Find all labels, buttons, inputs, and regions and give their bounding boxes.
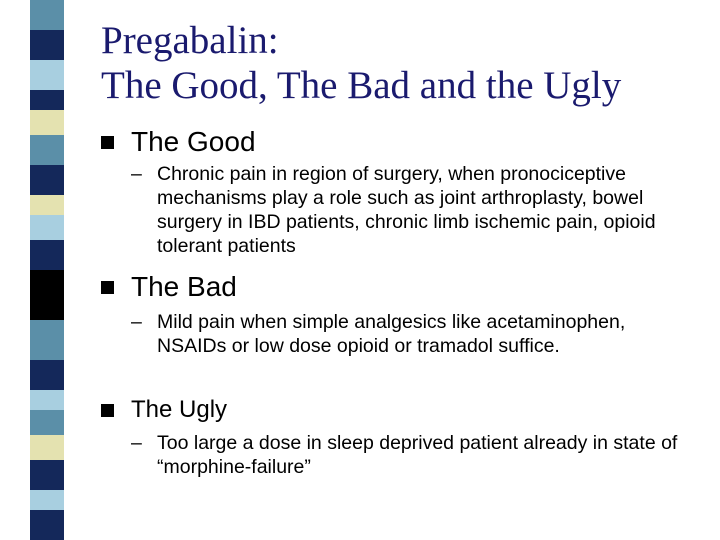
stripe-block <box>30 435 64 460</box>
stripe-block <box>30 165 64 195</box>
stripe-block <box>30 90 64 110</box>
stripe-block <box>30 510 64 540</box>
dash-bullet: – <box>131 432 142 454</box>
sub-bullet-text: Mild pain when simple analgesics like acetaminophen, NSAIDs or low dose opioid or tramadol suffice. <box>157 311 626 357</box>
bullet-good <box>101 126 661 158</box>
decorative-stripe <box>0 0 64 540</box>
square-bullet-icon <box>101 136 114 149</box>
dash-bullet: – <box>131 311 142 333</box>
dash-bullet: – <box>131 163 142 185</box>
stripe-block <box>30 490 64 510</box>
stripe-block <box>30 460 64 490</box>
sub-bullet-text: Chronic pain in region of surgery, when pronociceptive mechanisms play a role such as joint arthroplasty, bowel surgery in IBD patients, chronic limb ischemic pain, opioid tolerant patients <box>157 163 656 257</box>
sub-bullet-ugly <box>131 431 701 481</box>
title-line-2: The Good, The Bad and the Ugly <box>101 64 622 107</box>
square-bullet-icon <box>101 281 114 294</box>
stripe-block <box>30 195 64 215</box>
bullet-heading: The Good <box>131 126 256 157</box>
square-bullet-icon <box>101 404 114 417</box>
stripe-block <box>30 60 64 90</box>
stripe-block <box>30 30 64 60</box>
title-line-1: Pregabalin: <box>101 19 279 62</box>
bullet-heading: The Ugly <box>131 396 228 423</box>
stripe-block <box>30 0 64 30</box>
stripe-block <box>30 110 64 135</box>
sub-bullet-bad <box>131 310 701 384</box>
stripe-block <box>30 320 64 360</box>
stripe-block <box>30 270 64 320</box>
slide-title <box>101 18 701 108</box>
stripe-block <box>30 410 64 435</box>
sub-bullet-text: Too large a dose in sleep deprived patient already in state of “morphine-failure” <box>157 432 678 478</box>
stripe-block <box>30 360 64 390</box>
sub-bullet-good <box>131 162 701 260</box>
stripe-block <box>30 240 64 270</box>
stripe-block <box>30 215 64 240</box>
stripe-block <box>30 390 64 410</box>
bullet-bad <box>101 271 661 303</box>
bullet-heading: The Bad <box>131 271 237 302</box>
bullet-ugly <box>101 396 661 424</box>
stripe-block <box>30 135 64 165</box>
